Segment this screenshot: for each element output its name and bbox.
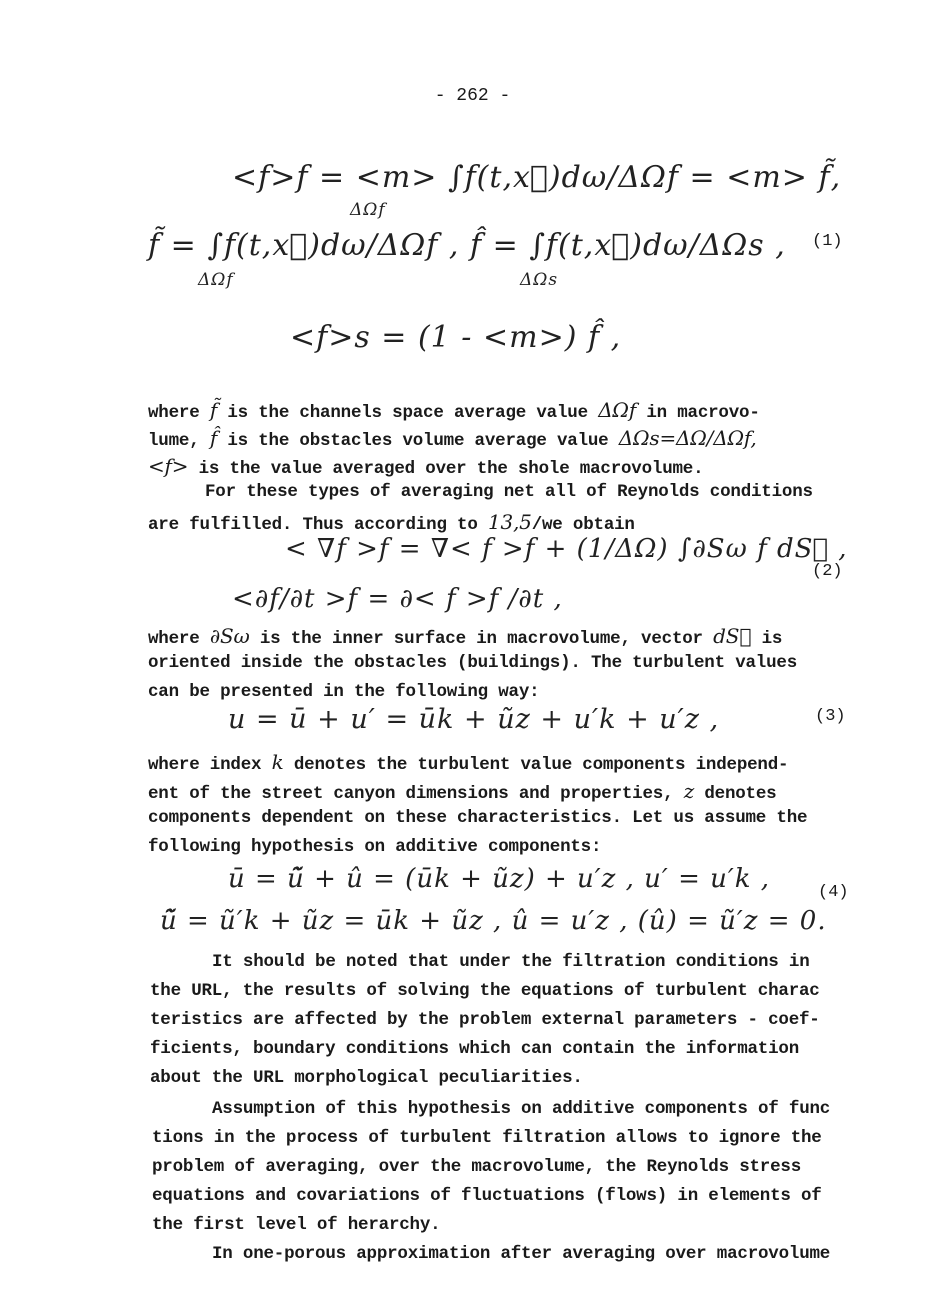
- text-line-3: <f> is the value averaged over the shole macrovolume.: [148, 454, 704, 479]
- text-line-17: about the URL morphological peculiarities.: [150, 1068, 583, 1088]
- equation-4-line-1: ū = ũ̃ + û = (ūk + ũz) + u′z , u′ = u′k ,: [228, 864, 771, 894]
- text-line-7: oriented inside the obstacles (buildings). The turbulent values: [148, 653, 798, 673]
- equation-3: u = ū + u′ = ūk + ũz + u′k + u′z ,: [228, 704, 720, 735]
- vector-ds-symbol: dS⃗: [713, 624, 752, 648]
- angle-f-symbol: <f>: [148, 454, 189, 478]
- text-line-22: the first level of herarchy.: [152, 1215, 441, 1235]
- equation-1-line-2-subscript-f: ΔΩf: [198, 270, 234, 290]
- text-line-6: where ∂Sω is the inner surface in macrovolume, vector dS⃗ is: [148, 624, 783, 649]
- index-z-symbol: z: [683, 779, 695, 803]
- text-line-14: the URL, the results of solving the equations of turbulent charac: [150, 981, 820, 1001]
- text-line-9: where index k denotes the turbulent value components independ-: [148, 750, 789, 775]
- reference-numbers: 13,5: [487, 510, 532, 534]
- inner-surface-symbol: ∂Sω: [209, 624, 250, 648]
- delta-omega-f-symbol: ΔΩf: [598, 398, 637, 422]
- text-line-18: Assumption of this hypothesis on additive components of func: [212, 1099, 831, 1119]
- page-number: - 262 -: [434, 86, 511, 106]
- text-line-2: lume, f̂ is the obstacles volume average value ΔΩs=ΔΩ/ΔΩf,: [148, 426, 757, 451]
- f-hat-symbol: f̂: [209, 426, 218, 450]
- equation-4-line-2: ũ̃ = ũ′k + ũz = ūk + ũz , û = u′z , (û) = ũ′z = 0.: [160, 906, 827, 936]
- text-line-4: For these types of averaging net all of Reynolds conditions: [205, 482, 813, 502]
- equation-1-number: (1): [812, 232, 843, 251]
- text-line-15: teristics are affected by the problem external parameters - coef-: [150, 1010, 820, 1030]
- delta-omega-s-symbol: ΔΩs=ΔΩ/ΔΩf,: [618, 426, 757, 450]
- index-k-symbol: k: [271, 750, 284, 774]
- text-line-13: It should be noted that under the filtration conditions in: [212, 952, 810, 972]
- equation-3-number: (3): [815, 707, 846, 726]
- equation-2-number: (2): [812, 562, 843, 581]
- f-tilde-symbol: f̃: [209, 398, 218, 422]
- equation-2-line-1: < ∇f >f = ∇< f >f + (1/ΔΩ) ∫∂Sω f dS⃗ ,: [285, 534, 848, 564]
- text-line-21: equations and covariations of fluctuations (flows) in elements of: [152, 1186, 822, 1206]
- equation-1-line-3: <f>s = (1 - <m>) f̂ ,: [290, 320, 622, 355]
- text-line-11: components dependent on these characteristics. Let us assume the: [148, 808, 808, 828]
- text-line-12: following hypothesis on additive components:: [148, 837, 602, 857]
- text-line-23: In one-porous approximation after averaging over macrovolume: [212, 1244, 831, 1264]
- text-line-1: where f̃ is the channels space average value ΔΩf in macrovo-: [148, 398, 760, 423]
- equation-4-number: (4): [818, 883, 849, 902]
- text-line-19: tions in the process of turbulent filtration allows to ignore the: [152, 1128, 822, 1148]
- text-line-10: ent of the street canyon dimensions and properties, z denotes: [148, 779, 777, 804]
- text-line-16: ficients, boundary conditions which can contain the information: [150, 1039, 800, 1059]
- text-line-8: can be presented in the following way:: [148, 682, 540, 702]
- text-line-5: are fulfilled. Thus according to 13,5/we obtain: [148, 510, 635, 535]
- equation-1-line-2: f̃ = ∫f(t,x⃗)dω/ΔΩf , f̂ = ∫f(t,x⃗)dω/ΔΩs ,: [148, 228, 786, 263]
- equation-1-line-1: <f>f = <m> ∫f(t,x⃗)dω/ΔΩf = <m> f̃,: [232, 160, 842, 195]
- equation-2-line-2: <∂f/∂t >f = ∂< f >f /∂t ,: [232, 584, 563, 614]
- text-line-20: problem of averaging, over the macrovolume, the Reynolds stress: [152, 1157, 802, 1177]
- equation-1-line-1-subscript: ΔΩf: [350, 200, 386, 220]
- equation-1-line-2-subscript-s: ΔΩs: [520, 270, 559, 290]
